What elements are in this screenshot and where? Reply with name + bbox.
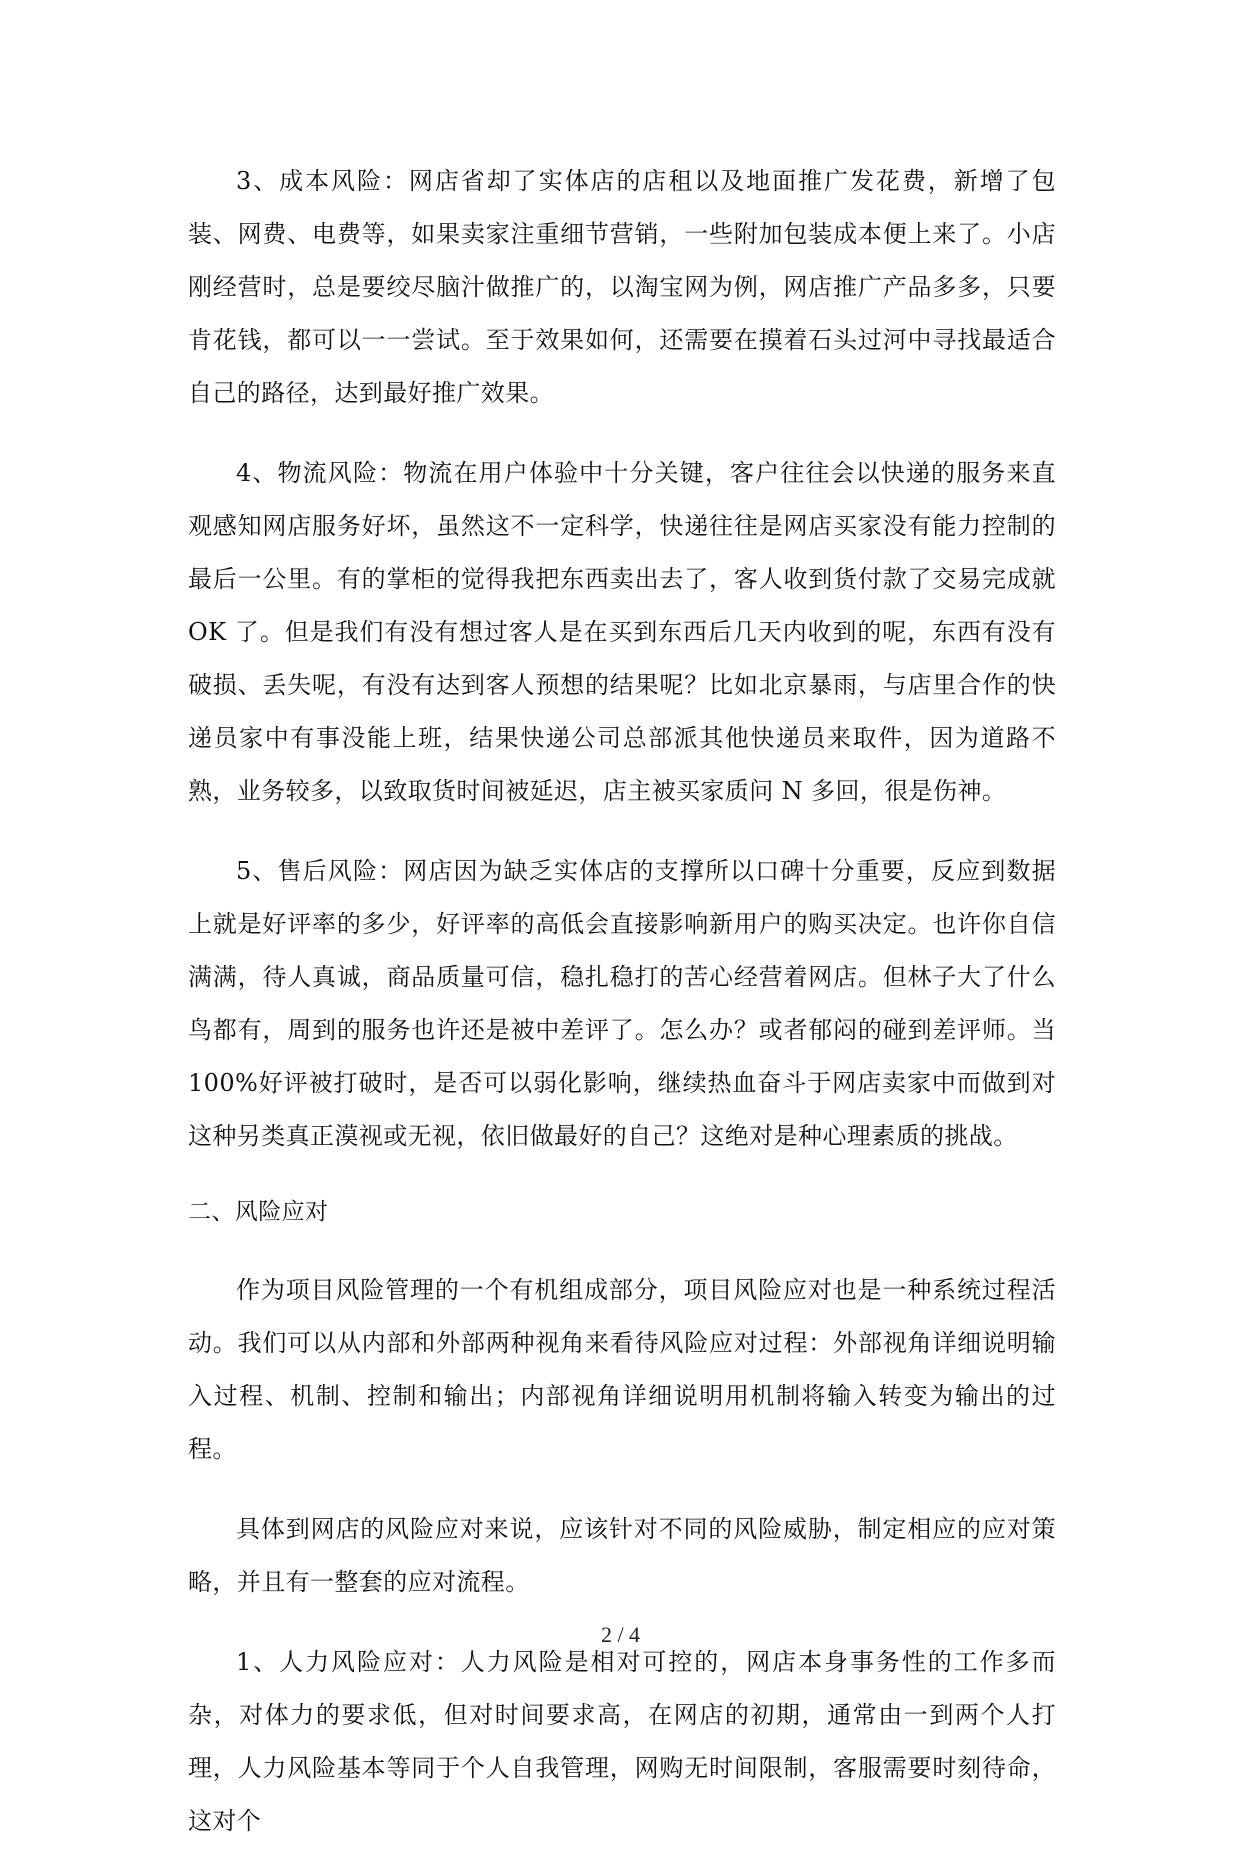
paragraph-after-sales-risk: 5、售后风险：网店因为缺乏实体店的支撑所以口碑十分重要，反应到数据上就是好评率的多少，好评率的高低会直接影响新用户的购买决定。也许你自信满满，待人真诚，商品质量可信，稳扎稳打的苦心经营着网店。但林子大了什么鸟都有，周到的服务也许还是被中差评了。怎么办？或者郁闷的碰到差评师。当 100%好评被打破时，是否可以弱化影响，继续热血奋斗于网店卖家中而做到对这种另类真正漠视或无视，依旧做最好的自己？这绝对是种心理素质的挑战。 xyxy=(188,857,1056,1150)
paragraph-human-risk-response: 1、人力风险应对：人力风险是相对可控的，网店本身事务性的工作多而杂，对体力的要求低，但对时间要求高，在网店的初期，通常由一到两个人打理，人力风险基本等同于个人自我管理，网购无时间限制，客服需要时刻待命，这对个 xyxy=(188,1648,1056,1835)
paragraph-cost-risk: 3、成本风险：网店省却了实体店的店租以及地面推广发花费，新增了包装、网费、电费等，如果卖家注重细节营销，一些附加包装成本便上来了。小店刚经营时，总是要绞尽脑汁做推广的，以淘宝网为例，网店推广产品多多，只要肯花钱，都可以一一尝试。至于效果如何，还需要在摸着石头过河中寻找最适合自己的路径，达到最好推广效果。 xyxy=(188,167,1056,407)
paragraph-logistics-risk: 4、物流风险：物流在用户体验中十分关键，客户往往会以快递的服务来直观感知网店服务好坏，虽然这不一定科学，快递往往是网店买家没有能力控制的最后一公里。有的掌柜的觉得我把东西卖出去了，客人收到货付款了交易完成就 OK 了。但是我们有没有想过客人是在买到东西后几天内收到的呢，东西有没有破损、丢失呢，有没有达到客人预想的结果呢？比如北京暴雨，与店里合作的快递员家中有事没能上班，结果快递公司总部派其他快递员来取件，因为道路不熟，业务较多，以致取货时间被延迟，店主被买家质问 N 多回，很是伤神。 xyxy=(188,459,1056,805)
paragraph-risk-response-strategy: 具体到网店的风险应对来说，应该针对不同的风险威胁，制定相应的应对策略，并且有一整套的应对流程。 xyxy=(188,1515,1056,1596)
document-body xyxy=(188,155,1056,1875)
page-number: 2 / 4 xyxy=(600,1622,641,1647)
paragraph-risk-response-intro: 作为项目风险管理的一个有机组成部分，项目风险应对也是一种系统过程活动。我们可以从内部和外部两种视角来看待风险应对过程：外部视角详细说明输入过程、机制、控制和输出；内部视角详细说明用机制将输入转变为输出的过程。 xyxy=(188,1276,1056,1463)
section-heading-risk-response: 二、风险应对 xyxy=(188,1199,329,1225)
